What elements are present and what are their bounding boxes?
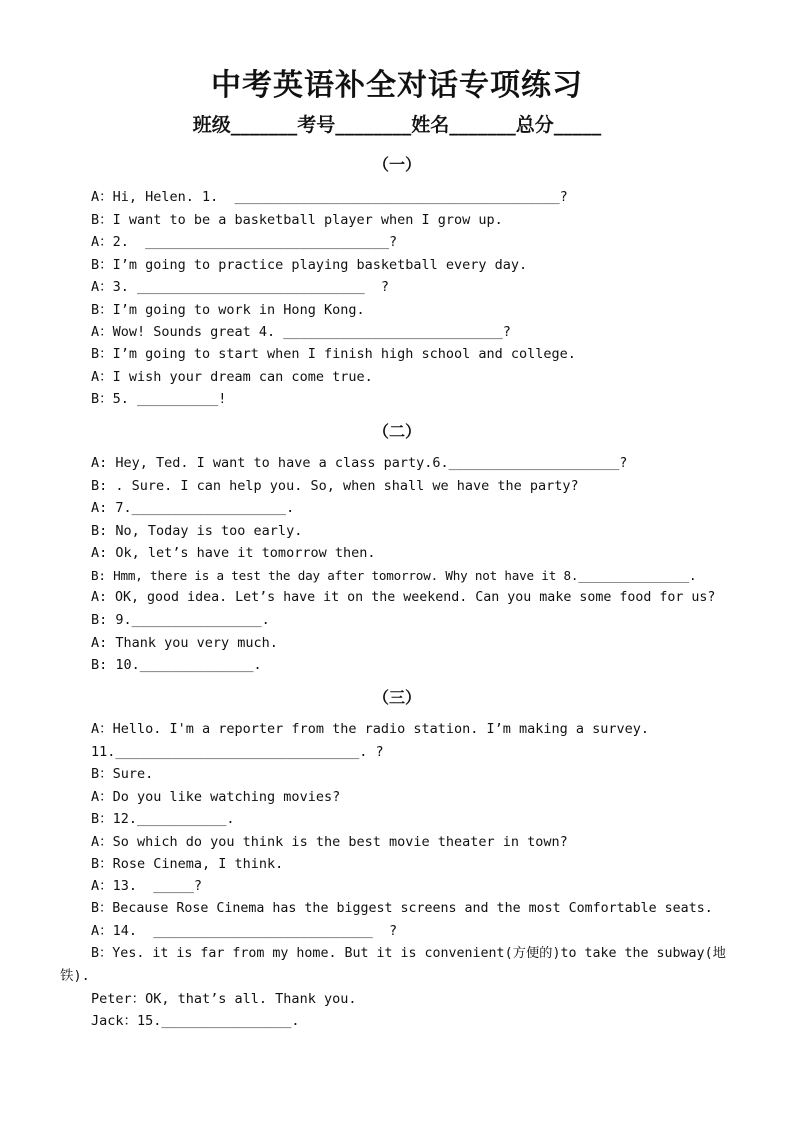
dialogue-line-continuation: 铁). <box>60 968 90 984</box>
dialogue-line: 11.______________________________. ? <box>91 744 384 760</box>
page-title: 中考英语补全对话专项练习 <box>211 68 583 103</box>
dialogue-line: A: Ok, let’s have it tomorrow then. <box>91 545 376 561</box>
dialogue-line: B：12.___________. <box>91 811 235 827</box>
dialogue-line: B：Yes. it is far from my home. But it is convenient(方便的)to take the subway(地 <box>91 946 726 961</box>
dialogue-line: Peter：OK, that’s all. Thank you. <box>91 991 357 1007</box>
dialogue-line: A：Hello. I'm a reporter from the radio station. I’m making a survey. <box>91 721 650 737</box>
section-heading-2: （二） <box>372 422 421 441</box>
dialogue-line: A：Do you like watching movies? <box>91 789 341 805</box>
dialogue-line: B：Rose Cinema, I think. <box>91 856 284 872</box>
dialogue-line: A: Thank you very much. <box>91 635 278 651</box>
student-info-line: 班级_______考号________姓名_______总分_____ <box>192 114 602 136</box>
dialogue-line: B: No, Today is too early. <box>91 523 303 539</box>
dialogue-line: B: . Sure. I can help you. So, when shall we have the party? <box>91 478 579 494</box>
dialogue-line: B：5. __________! <box>91 391 227 407</box>
dialogue-line: B: 10.______________. <box>91 657 262 673</box>
dialogue-line: B：I want to be a basketball player when I grow up. <box>91 212 503 228</box>
dialogue-line: A: OK, good idea. Let’s have it on the weekend. Can you make some food for us? <box>91 590 716 605</box>
dialogue-line: A: Hey, Ted. I want to have a class party.6._____________________? <box>91 455 628 471</box>
dialogue-line: A：3. ____________________________ ? <box>91 279 389 295</box>
section-heading-3: （三） <box>372 688 421 707</box>
dialogue-line: A：So which do you think is the best movie theater in town? <box>91 834 568 850</box>
dialogue-line: B: 9.________________. <box>91 612 270 628</box>
dialogue-line: A: 7.___________________. <box>91 500 295 516</box>
dialogue-line: B：Because Rose Cinema has the biggest screens and the most Comfortable seats. <box>91 901 713 916</box>
dialogue-line: A：13. _____? <box>91 878 203 894</box>
dialogue-line: A：I wish your dream can come true. <box>91 369 373 385</box>
dialogue-line: B：I’m going to start when I finish high school and college. <box>91 346 576 362</box>
dialogue-line: B：I’m going to practice playing basketball every day. <box>91 257 528 273</box>
dialogue-line: B：Sure. <box>91 766 154 782</box>
dialogue-line: A：2. ______________________________? <box>91 234 398 250</box>
dialogue-line: A：Wow! Sounds great 4. ___________________________? <box>91 324 511 340</box>
dialogue-line: Jack：15.________________. <box>91 1013 300 1029</box>
dialogue-line: A：14. ___________________________ ? <box>91 923 398 939</box>
dialogue-line: A：Hi, Helen. 1. ________________________________________? <box>91 189 568 205</box>
dialogue-line: B：I’m going to work in Hong Kong. <box>91 302 365 318</box>
dialogue-line: B: Hmm, there is a test the day after tomorrow. Why not have it 8._______________. <box>91 568 697 583</box>
section-heading-1: （一） <box>372 155 421 174</box>
